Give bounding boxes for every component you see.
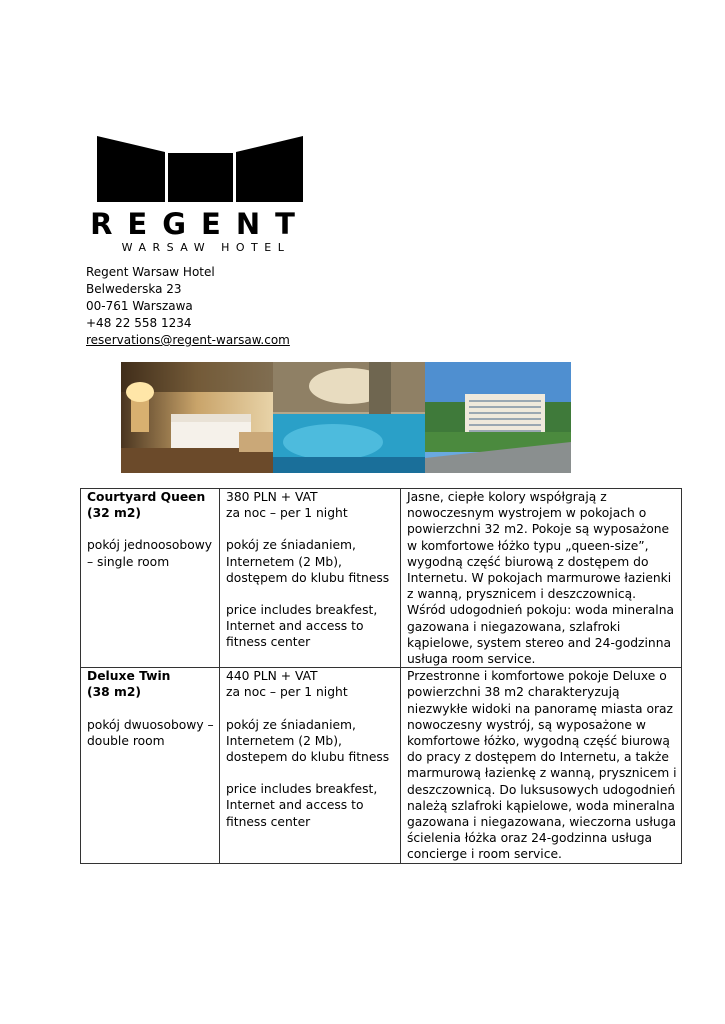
pool-photo: [273, 362, 425, 473]
room-includes-en: price includes breakfest, Internet and access to fitness center: [226, 603, 378, 650]
room-price-cell: [220, 489, 401, 668]
room-price-cell: [220, 668, 401, 863]
room-price: 440 PLN + VAT: [226, 669, 318, 684]
regent-logo: [85, 136, 315, 256]
room-name: Courtyard Queen: [87, 490, 206, 504]
hotel-street: Belwederska 23: [86, 282, 182, 296]
room-type: pokój dwuosobowy – double room: [87, 717, 214, 748]
room-description-cell: [401, 489, 682, 668]
room-price-per: za noc – per 1 night: [226, 685, 348, 700]
room-includes-en: price includes breakfest, Internet and access to fitness center: [226, 782, 378, 829]
room-photo: [121, 362, 273, 473]
hotel-address: [86, 264, 290, 349]
room-description: Przestronne i komfortowe pokoje Deluxe o powierzchni 38 m2 charakteryzują niezwykłe widoki na panoramę miasta oraz nowoczesny wystrój, są wyposażone w komfortowe łóżko, wygodną część biurową do pracy z dostępem do Internetu, a także marmurową łazienkę z wanną, prysznicem i deszczownicą. Do luksusowych udogodnień należą szlafroki kąpielowe, woda mineralna gazowana i niegazowana, wieczorna usługa ścielenia łóżka oraz 24-godzinna usługa concierge i room service.: [407, 669, 677, 862]
room-price: 380 PLN + VAT: [226, 490, 318, 504]
hotel-city: 00-761 Warszawa: [86, 299, 193, 313]
hotel-name: Regent Warsaw Hotel: [86, 265, 215, 279]
hotel-email-link[interactable]: reservations@regent-warsaw.com: [86, 333, 290, 347]
room-size: (32 m2): [87, 506, 142, 521]
room-includes-pl: pokój ze śniadaniem, Internetem (2 Mb), dostepem do klubu fitness: [226, 717, 390, 765]
room-rates-table: [80, 488, 682, 864]
room-description: Jasne, ciepłe kolory współgrają z nowoczesnym wystrojem w pokojach o powierzchni 32 m2. Pokoje są wyposażone w komfortowe łóżko typu „queen-size”, wygodną część biurową z dostępem do Internetu. W pokojach marmurowe łazienki z wanną, prysznicem i deszczownicą. Wśród udogodnień pokoju: woda mineralna gazowana i niegazowana, szlafroki kąpielowe, system stereo and 24-godzinna usługa room service.: [407, 490, 675, 667]
room-name-cell: [81, 489, 220, 668]
room-size: (38 m2): [87, 685, 142, 700]
table-row: [81, 489, 682, 668]
room-name: Deluxe Twin: [87, 669, 171, 684]
hotel-photo-strip: [121, 362, 571, 473]
hotel-phone: +48 22 558 1234: [86, 316, 192, 330]
logo-main-text: REGENT: [90, 207, 310, 241]
room-type: pokój jednoosobowy – single room: [87, 538, 213, 569]
room-includes-pl: pokój ze śniadaniem, Internetem (2 Mb), dostępem do klubu fitness: [226, 538, 390, 585]
room-name-cell: [81, 668, 220, 863]
room-description-cell: [401, 668, 682, 863]
exterior-photo: [425, 362, 571, 473]
table-row: [81, 668, 682, 863]
room-price-per: za noc – per 1 night: [226, 506, 348, 521]
logo-sub-text: WARSAW HOTEL: [121, 241, 291, 254]
